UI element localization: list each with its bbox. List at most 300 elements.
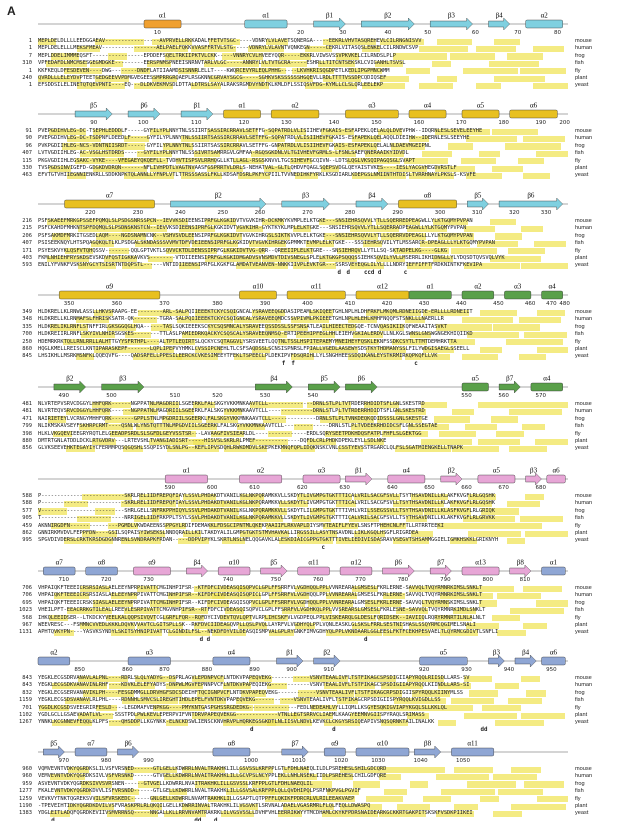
structure-label: α12 — [350, 558, 362, 567]
sequence-row — [0, 324, 617, 331]
sequence-row — [0, 82, 617, 89]
structure-label: α11 — [311, 282, 322, 291]
residue-number: 250 — [22, 338, 32, 345]
sequence-text: YGGDLKCGSDSVEEGRIRFESLD----LEGDMAFVENPKGG----PMYKNTGASPGHSSRGDEDKG---------------FEDLNEDEAHLVYLLIQMLLKSGYESQKIGVIAPYKGQLSLLKKLQL — [38, 704, 448, 711]
strand-β3 — [282, 198, 330, 210]
sequence-row — [0, 218, 617, 225]
strand-β3 — [102, 381, 144, 393]
sequence-row — [0, 346, 617, 353]
residue-number: 706 — [22, 592, 32, 599]
sequence-text: NLVRTEPVSRVCDGGYLHHFQRK------NGPPATNLMAGDRIILSGEERKLFALSKGYVKKMNKAAVTCLL--------------DRNLSTLPLTVTRDERRHDIDTSFLGNLSKESTRD — [38, 401, 425, 407]
structure-label: α4 — [423, 101, 432, 110]
species-label: fly — [575, 795, 581, 802]
species-label: fly — [575, 67, 581, 74]
secondary-structure-track — [0, 373, 617, 395]
sequence-row — [0, 629, 617, 636]
secondary-structure-svg — [0, 738, 617, 760]
sequence-text: QVRDLLLELEYDVPTEETGEDGEEVVPDMGVEGEESSMPRRGRQAEPLRSGKNNCGRVAYSGCG-----SGHKVSKSSSSSSHGQEVLLRDLTTTTVSSDPCQDIQSEF — [38, 75, 387, 81]
sequence-row — [0, 60, 617, 67]
sequence-row — [0, 38, 617, 45]
structure-label: β6 — [140, 101, 148, 110]
ruler-tick: 1020 — [334, 758, 349, 764]
position-ruler — [0, 30, 617, 37]
sequence-text: YEGKLECGSDSVANAVLRLPHL----RDNNHLSMVCSLIREGHTIHDLEPELFVNTDKVPAPEQVEKG------------VSNVTEAALIVFLTSTFIKAGCRPSDIGIISPYRQQLKVIGDLLSS — [38, 697, 441, 704]
sequence-row — [0, 697, 617, 704]
position-ruler — [0, 485, 617, 492]
residue-annotations — [38, 361, 568, 368]
ruler-tick: 860 — [122, 667, 133, 673]
species-label: plant — [575, 803, 588, 809]
strand-β6 — [118, 746, 139, 758]
residue-number: 845 — [22, 353, 32, 360]
structure-label: α11 — [308, 558, 319, 567]
species-label: frog — [575, 142, 585, 149]
helix-α2 — [462, 291, 494, 299]
structure-label: β3 — [302, 191, 310, 200]
helix-α1 — [224, 110, 261, 118]
sequence-text: EFVTGTVHIIEGNNIENKRLLSDDKNPKTQLANNLLYFNPLVTLTTRSSSASSLFKLLKDSAFDSRLPKFYCPIILTVVNEDIHKFYRKLKSGDIARLKDEPGSLNMIINTHTDISLTVRRHNAYLPKSLS-KSVFE — [38, 172, 476, 179]
sequence-row — [0, 788, 617, 795]
sequence-row — [0, 773, 617, 780]
residue-number: 1259 — [19, 795, 32, 802]
structure-label: α3 — [145, 648, 153, 657]
sequence-text: LVTVGDIIHLEG-AC-VSGLHSTDRDS------GYFILYPLNNYTNLSSSIVRTSAMRRGVLGMFAA-RGQSGKDNLVLTGIVHEVFGRMLS-LFSNLSAEFQNERAAIKYIDVDL — [38, 150, 409, 157]
ruler-tick: 480 — [559, 301, 570, 307]
structure-label: α1 — [262, 11, 270, 20]
secondary-structure-track — [0, 557, 617, 579]
structure-label: β7 — [506, 374, 514, 383]
species-label: human — [575, 500, 593, 507]
helix-α1 — [409, 291, 451, 299]
structure-label: β2 — [447, 466, 455, 475]
sequence-text: KKFKEQLDFESDEVEN----DWG--------DNDFLATIIAAMDSISNNRLELLT----KWQRCEVYRLEQLPHHG-----LKVHKRISQGDPETLKEDLIPGPMNCWMM — [38, 67, 390, 74]
structure-label: α3 — [368, 101, 376, 110]
sequence-text: AKNNIRGDFN---------------PGMDLVKWDAEENSSPPGYLRDIFDEMAKKLFDSGCIPNTMLQKEKPAAIIFLRKVAPLDIYSMVTEAIFLFYEVLSNSFTPHEHCNLFFTLLRTRRTEEKI — [38, 522, 444, 529]
residue-number: 588 — [22, 500, 32, 507]
position-ruler — [0, 120, 617, 127]
helix-α6 — [510, 110, 558, 118]
residue-number: 330 — [22, 165, 32, 171]
species-label: fish — [575, 515, 584, 522]
residue-number: 695 — [22, 599, 32, 606]
ruler-tick: 60 — [471, 30, 479, 36]
sequence-row — [0, 408, 617, 415]
sequence-row — [0, 165, 617, 172]
sequence-text: PVEPGDIHVLEG-DC-TSEPHLEDDDLF-----GYFILYPLNNYTNLSSIIRTSASSIRCRRAVLSETFFG-SQPATRDLVLISIIHEVFGKAIS-ESFAPEKLQELALQLDVEVPHW--IDQRNLESLSEVELEEYHE — [38, 128, 483, 134]
species-label: fly — [575, 704, 581, 711]
sequence-row — [0, 158, 617, 165]
structure-label: α6 — [552, 466, 560, 475]
helix-α2 — [239, 475, 281, 483]
sequence-row — [0, 68, 617, 75]
residue-number: 1 — [28, 82, 32, 89]
species-label: human — [575, 773, 593, 780]
ruler-tick: 590 — [164, 485, 175, 491]
sequence-row — [0, 316, 617, 323]
sequence-text: VHEILPFT-EEACRRKGTILEALLREEVLESRPIVATTCMGVNHPIFSR--RTFDFCIVDEASQISQPVCLGPLFFSRRFVLVGDHKQLPPLVVSREARSLGMSESLFKRLESNE-SAVVQLTVQYRMNRKIMDLSNKLT — [38, 607, 486, 614]
sequence-text: VEMVEVNTVDKYQGRDKSIVLVSFVRSNKD------GTVGELLKDWRRLNVAITRAKHKLILLGCVPSLNCYPPLEKLLNHLNSEKLIIDLPSREHESLCHILGDFQRE — [38, 773, 387, 780]
sequence-row — [0, 600, 617, 607]
strand-β8 — [414, 746, 441, 758]
residue-number: 96 — [25, 142, 32, 149]
annotation-mark: c — [414, 360, 418, 367]
helix-α1 — [144, 20, 181, 28]
residue-number: 407 — [22, 150, 32, 157]
residue-number: 206 — [22, 232, 32, 239]
sequence-row — [0, 353, 617, 360]
strand-β4 — [186, 565, 207, 577]
residue-number: 1277 — [19, 788, 32, 795]
sequence-row — [0, 523, 617, 530]
secondary-structure-track — [0, 647, 617, 669]
sequence-text: GLVKSEEVEHKTEGAYIYCFERMMPQSQGQSHLSSQPISYDLSNLPG--KEFLIPVSDQHLRWKDMDVLSKEPKEKMNQFQPLIDQKNSKCVNLCSSTYEVSSTRGARCLQLFSLSGATMIENGKELLTNAPK — [38, 445, 463, 452]
sequence-row — [0, 309, 617, 316]
sequence-row — [0, 401, 617, 408]
structure-label: β4 — [368, 191, 376, 200]
structure-label: β8 — [424, 739, 432, 748]
sequence-text: YGDLGCLLGSAEVADATLVL----SSSTPDLPWLKEVLEPERPVIFVNTDRVPAPEQVEKGG-------------VTNLLEGTSRRVCLIAEMLKAAGYEEMNVGIISPYRAQLSRIMASS — [38, 712, 425, 718]
sequence-row — [0, 445, 617, 452]
helix-α1 — [542, 567, 566, 575]
species-label: plant — [575, 255, 588, 261]
sequence-row — [0, 423, 617, 430]
sequence-row — [0, 225, 617, 232]
ruler-tick: 120 — [238, 120, 250, 126]
structure-label: β4 — [270, 374, 278, 383]
strand-β4 — [515, 655, 536, 667]
sequence-text: PSFSAKMDFMRKITGSEDLAQM----NGDSNAMNCNK--VSHVSVDLEENSIPRFGLKGKIDVTVGVKIHRGSLSIKTKVVPLELKTGKE---SNSIEHRSQVVLYTLLSQERRVDPEAGLLLYLKTGQMYPVPAN — [38, 232, 473, 239]
structure-label: α10 — [252, 282, 264, 291]
ruler-tick: 630 — [339, 485, 350, 491]
species-label: human — [575, 225, 593, 232]
helix-α1 — [165, 475, 207, 483]
secondary-structure-track — [0, 465, 617, 487]
helix-α11 — [451, 748, 493, 756]
ruler-tick: 170 — [456, 120, 467, 126]
helix-α3 — [345, 110, 398, 118]
strand-β4 — [255, 381, 292, 393]
species-label: frog — [575, 689, 585, 696]
ruler-tick: 570 — [535, 393, 546, 399]
sequence-text: EFSDDSILELINETQTQEVPNTI----EQ---DLDKVEKMVSDLDTTALDTRSLSAYALRAKSRGMDVYNDTKLKMLDFLSSIQSVFDG-KYMLLCLSLQRLEELEKP — [38, 82, 384, 89]
sequence-row — [0, 416, 617, 423]
species-label: plant — [575, 165, 588, 171]
structure-label: α2 — [474, 282, 482, 291]
species-label: frog — [575, 323, 585, 330]
species-label: human — [575, 135, 593, 142]
strand-β6 — [383, 565, 415, 577]
structure-label: α12 — [377, 282, 388, 291]
residue-number: 349 — [22, 309, 32, 315]
sequence-row — [0, 781, 617, 788]
helix-α10 — [239, 291, 276, 299]
ruler-tick: 610 — [249, 485, 260, 491]
sequence-row — [0, 607, 617, 614]
sequence-text: SPGVDIVDERSLCRKTKRSDGDGNNRENLSVNDRAPKFRDAN-----DDPVIPYKLSKRTLNSLNELQQGAVKLALESKDIAICGPPGTGKTTTIVELIEDIVISDASRAVVSEGVTSHSAMMGGIELIGMKHSKKLGRIKNYH — [38, 537, 499, 544]
species-label: fish — [575, 423, 584, 430]
ruler-tick: 200 — [559, 120, 570, 126]
ruler-tick: 1010 — [291, 758, 306, 764]
ruler-tick: 430 — [418, 301, 430, 307]
sequence-row — [0, 530, 617, 537]
annotation-mark: d — [337, 269, 341, 276]
ruler-tick: 900 — [286, 667, 297, 673]
residue-number: 701 — [22, 704, 32, 711]
sequence-text: PKGVGDIIHLEGSAKC-VYKE----VFEGAEYQKQEFLL-TVDHVTISPSVLRRHQGLLKTLLAGL-RSGSKNVVLTGCSIHEVFGCQIVN--LDTSLQGLVKSQIPAGQSGLSVAPT — [38, 157, 416, 164]
ruler-tick: 370 — [159, 301, 170, 307]
sequence-row — [0, 810, 617, 817]
annotation-mark: f — [281, 360, 286, 367]
position-ruler — [0, 667, 617, 674]
structure-label: β5 — [320, 374, 328, 383]
species-label: fish — [575, 607, 584, 614]
sequence-text: MEPLDELDLLLLEEDGGAEAV-----------------AVPRVELLRKKADALFFETVTSGC-----VDNRYLVLAVETSQNERGA-----EEKRLVHVTASQREHEVLCILRNGNISVV — [38, 38, 422, 44]
secondary-structure-svg — [0, 100, 617, 122]
sequence-row — [0, 339, 617, 346]
residue-number: 1131 — [19, 629, 32, 636]
helix-α10 — [218, 567, 250, 575]
residue-number: 843 — [22, 675, 32, 681]
sequence-text: PVKPGDIIHLEG-NCS-VDNTNIISRDT------GYFILYPLNNYTNLSSIIRTSASSIRCRRAVLSETFFG-GNPATRDLVLISIIHEVFGKAIS-ESFAPEKLQELALNLDAEVMGEIPNL — [38, 142, 432, 149]
ruler-tick: 520 — [212, 393, 223, 399]
ruler-tick: 470 — [546, 301, 557, 307]
sequence-row — [0, 248, 617, 255]
sequence-text: P--------------------------SKRLRELIIDFREPQFIAYLSSVLPHDAKDTVANILKGLNKPQRAMKKVLLSKDYTLIVGMPGTGKTTTICALVRILSACGFSVLLTSYTHSAVDNILLKLAKFKVGFLRLGQSHK — [38, 493, 495, 499]
species-label: human — [575, 45, 593, 52]
residue-number: 215 — [22, 225, 32, 232]
sequence-text: PSFCKAHDFMHKNTSPFDQMQLSLPSDNSKNSTCN--IEVVKSDIEENSIPRFGLKGKIDVTVGVKIHR-GYKTKYKLMPLELKTGKE---SNSIEHRSQVVLYTLLSQERRADPEAGWLLYLKTGQMYPVPAN — [38, 225, 467, 232]
residue-number: 216 — [22, 218, 32, 224]
structure-label: β3 — [447, 11, 455, 20]
species-label: fly — [575, 247, 581, 254]
ruler-tick: 680 — [535, 485, 546, 491]
ruler-tick: 50 — [424, 30, 432, 36]
species-label: yeast — [575, 537, 589, 544]
secondary-structure-svg — [0, 281, 617, 303]
sequence-text: VPFEDAFDLNMCMSESGEGMDGKE---------EERSPNMSPNEEISNRNVTARLVLGC-----ANNRYLVLTVTGCRA-----ESHRLLTITCNTSEKSKLCVIGANHLTSVSL — [38, 60, 406, 67]
sequence-text: P--------------------------SKRLRELIIDFREPQFIAYLSSVLPHDAKDTVANILKGLNKPQRAMKKVLLSKDYTLIVGMPGTGKTTTICALVRILSACGFSVLLTSYTHSAVDNILLKLAKFKVGFLRLGQSHK — [38, 500, 495, 507]
helix-α7 — [43, 567, 75, 575]
species-label: human — [575, 682, 593, 689]
sequence-row — [0, 431, 617, 438]
sequence-row — [0, 592, 617, 599]
sequence-text: MEPLDELELLLMEKSFMEAV-----------------AELPAELFQKKVVASFFRTVLSTG-----VDNRYLVLAVNTVQNKEGN-----CEKRLVITASQSLENKELCILRNDWCSVP — [38, 45, 419, 52]
sequence-row — [0, 766, 617, 773]
ruler-tick: 360 — [111, 301, 122, 307]
helix-α6 — [547, 475, 566, 483]
sequence-text: PSISEEKNQYLHTSPQAGQKQLTLKLPSDGALSKNDASSSVVMVTDFVDEIEENSIPRFGLKGKIDVTVGVKIHRGEKGPMMKTEVMPLELKTGKE---SSSIEHRSQVILYTLMSSARCR-DPEAGLLLYLKTGQMYPVPAN — [38, 240, 495, 247]
residue-number: 799 — [22, 423, 32, 430]
sequence-text: IHKQLEEIDSER--LTKDCKYVEELKALQQPSIVQVTCGLGRFLFQR--RQFDYCIVDEVTQVLQPTVLRPLIHCSKFVLVGDPEQLPPLVISKEARQLGLDESLFQRIDSEK--IAVIIQLRQRYRMNRTILNLALNLT — [38, 614, 486, 621]
species-label: frog — [575, 52, 585, 59]
helix-α5 — [462, 110, 499, 118]
annotation-mark: d d — [199, 636, 211, 643]
sequence-row — [0, 53, 617, 60]
strand-β1 — [181, 108, 213, 120]
structure-label: α5 — [476, 101, 485, 110]
residue-number: 463 — [22, 172, 32, 179]
secondary-structure-svg — [0, 190, 617, 212]
residue-number: 1102 — [19, 712, 32, 718]
ruler-tick: 990 — [143, 758, 154, 764]
ruler-tick: 850 — [74, 667, 85, 673]
residue-number: 481 — [22, 401, 32, 407]
residue-number: 860 — [22, 346, 32, 352]
species-label: mouse — [575, 128, 592, 134]
structure-label: α4 — [548, 282, 556, 291]
sequence-row — [0, 255, 617, 262]
annotation-mark: ccd d — [363, 269, 382, 276]
residue-number: 1267 — [19, 719, 32, 726]
ruler-tick: 770 — [355, 577, 366, 583]
sequence-text: PSFSKAEEFMRKGPSSEFPQMQLSLPSDGSNRSSPCN--IEVVKSDIEENSIPRFGLKGKIDVTVGVKIHR-DCKMKYKVMPLELKTGKE---SNSIEHRSQVVLYTLLSQERREDPEAGWLLYLKTGQMYPVPAN — [38, 218, 473, 224]
position-ruler — [0, 301, 617, 308]
annotation-mark: d — [250, 726, 254, 733]
ruler-tick: 640 — [387, 485, 398, 491]
helix-α9 — [324, 748, 345, 756]
structure-label: β7 — [437, 558, 445, 567]
residue-number: 90 — [25, 135, 32, 142]
ruler-tick: 1000 — [244, 758, 258, 764]
sequence-text: ENILYFVNKFVSKSNYGCYTSISRTNTDQPSTL------VNTIDIIEENSIPRFGLKGKFGLAMDATVEANVEN-NNKKIIVPLEVKTGR---SSRSVEYEQGLILYLLLLNDRYIEFFIFFTFRDKNINTKFKEVIPA — [38, 262, 483, 269]
species-label: yeast — [575, 353, 589, 360]
sequence-text: HLKLVKGQEVIEEGRYRQTLELGEEADPSRDLSLSGFDLGEYVSSTSR---LAVAAGFIVSIEARLDL----------------ERDLSQRYSEETPDKHDQSFATPLFHFLSLGEKTGG — [38, 430, 422, 437]
residue-number: 1190 — [19, 803, 32, 809]
species-label: mouse — [575, 401, 592, 407]
sequence-text: VQMVEVNTVDKYQGRDKSLILVSFVRSNED------GTLGELLKDWRRLNVALTRAKHKLILLGSVSSLKRFPPLGTLFDHLNAEQLILDLPSREHESLSHILGDCQRD — [38, 766, 387, 772]
species-label: fish — [575, 150, 584, 157]
strand-β7 — [430, 565, 451, 577]
species-label: plant — [575, 346, 588, 352]
ruler-tick: 330 — [540, 210, 552, 216]
sequence-text: VEVKVYTNKTQGREKSVVILSFVRSKEDC------GNLGELLKDWRRLNVAMTRAKHKLILLGSAPTLQTPPFFLQKIKFPDRCRLVLRILEEAKVAEP — [38, 795, 355, 802]
helix-α13 — [462, 567, 499, 575]
helix-α4 — [531, 383, 563, 391]
residue-number: 995 — [22, 537, 32, 544]
species-label: yeast — [575, 810, 589, 817]
structure-label: β2 — [66, 374, 74, 383]
species-label: human — [575, 316, 593, 323]
structure-label: α8 — [98, 558, 106, 567]
sequence-text: GNNIRKMVDVLFEPPFDN----GSILSQPAISYIWSEKSLNNDQRAILLKILTAKDYALILGMPGTGKTSTMVHAVKALLIRGSSILLASYTNSAVDNLLIKLKGQLHSGFLRIGRDEA — [38, 530, 419, 536]
residue-number: 335 — [22, 323, 32, 330]
structure-label: α1 — [182, 466, 190, 475]
ruler-tick: 230 — [132, 210, 144, 216]
alignment-block — [0, 373, 617, 463]
structure-label: α3 — [514, 282, 522, 291]
strand-β2 — [171, 198, 266, 210]
ruler-tick: 440 — [456, 301, 467, 307]
secondary-structure-track — [0, 281, 617, 303]
species-label: plant — [575, 438, 588, 444]
species-label: mouse — [575, 493, 592, 499]
residue-number: 832 — [22, 689, 32, 696]
ruler-tick: 410 — [344, 301, 356, 307]
species-label: yeast — [575, 82, 589, 89]
sequence-text: TVSPGDSINVIGEFD-GDGKDVDRQN-------NFLIVHPDTLVAGTNVAASFGSPRRTVLDRLS-NEHATVAL-GLTLQHDVFQAGLSQEPSVDGLQEYAISTVKES----IESLYACGVHEGDVRSTLF — [38, 165, 457, 171]
ruler-tick: 810 — [519, 577, 531, 583]
strand-β3 — [430, 18, 472, 30]
structure-label: β7 — [291, 739, 299, 748]
sequence-row — [0, 690, 617, 697]
species-label: frog — [575, 780, 585, 787]
structure-label: α6 — [529, 101, 538, 110]
residue-number: 593 — [22, 262, 32, 269]
ruler-tick: 10 — [153, 30, 161, 36]
species-label: yeast — [575, 719, 589, 726]
ruler-tick: 450 — [493, 301, 504, 307]
ruler-tick: 310 — [471, 210, 483, 216]
strand-β6 — [345, 381, 377, 393]
ruler-tick: 130 — [281, 120, 292, 126]
sequence-row — [0, 585, 617, 592]
sequence-row — [0, 262, 617, 269]
structure-label: α2 — [50, 648, 58, 657]
species-label: fish — [575, 240, 584, 247]
residue-number: 967 — [22, 622, 32, 628]
helix-α2 — [271, 110, 319, 118]
secondary-structure-svg — [0, 465, 617, 487]
residue-number: 960 — [22, 766, 32, 772]
strand-β4 — [356, 198, 388, 210]
helix-α9 — [133, 567, 170, 575]
sequence-text: YEGKLECGSDKVANAVINLRHF----KDVKLELEFYADYS-DNPWLMGVFEPNNPVCFLNTDKVPAPEQIEKG------------VSNVTEAALIVFLTSTFIKAGCSPSDIGIIAPYRQQLKIINDLLARS-SI — [38, 682, 470, 689]
sequence-text: HLDKRELLKLRNMAFSLFHRISKSATR-QK--------TGRA-SALPQIIEEEKTCKYCSQIGNCALYSRAVEEQMDCSSVPIVMLPKIEEETGHLNPLHLEHLKMHFNQQFSTSNKLLLNAERLLR — [38, 316, 444, 323]
secondary-structure-track — [0, 738, 617, 760]
ruler-tick: 420 — [381, 301, 393, 307]
ruler-tick: 460 — [524, 301, 536, 307]
ruler-tick: 790 — [440, 577, 451, 583]
ruler-tick: 620 — [297, 485, 308, 491]
species-label: frog — [575, 232, 585, 239]
structure-label: β5 — [474, 191, 482, 200]
species-label: frog — [575, 507, 585, 514]
sequence-row — [0, 128, 617, 135]
ruler-tick: 30 — [339, 30, 347, 36]
helix-α3 — [128, 657, 170, 665]
alignment-block — [0, 100, 617, 190]
ruler-tick: 650 — [424, 485, 435, 491]
strand-β5 — [467, 198, 488, 210]
sequence-row — [0, 796, 617, 803]
position-ruler — [0, 393, 617, 400]
helix-α4 — [542, 291, 563, 299]
structure-label: α5 — [471, 374, 479, 383]
ruler-tick: 1050 — [456, 758, 470, 764]
annotation-mark: d — [51, 817, 55, 821]
helix-α2 — [38, 657, 70, 665]
strand-β3 — [526, 473, 542, 485]
residue-number: 310 — [22, 60, 32, 67]
ruler-tick: 600 — [206, 485, 218, 491]
sequence-text: YDGLEITLADQFQGRDKEVIIVSMVRRNSQ-----NNGALLKLLRRVNVAMTRAKRKLILVGSVSSLLDVHFVHLEERRIKWYYTMCDHAMLCKYKFPDRSNAIDEARKGCKKRTGAKPITSKSKFVSDKPIIKEI — [38, 810, 473, 817]
residue-number: 459 — [22, 522, 32, 529]
helix-α12 — [340, 567, 372, 575]
sequence-text: YEGKLECGSERVANAVIKLPH----FESGDMMGLLDRVHGFSDCSDEIHFTQCIGNPVCFLNTDKVPAPEQVEKG------------VSNVTEAALIVFLTSTFIKAGCRPSDIGIISPYRQQLKIINYMLSS — [38, 689, 463, 696]
sequence-row — [0, 438, 617, 445]
sequence-row — [0, 150, 617, 157]
sequence-text: T--------------------------NRRIGELIIDFRKPPLTSYLSSVLPHDAKDTVANILKGLNKPQRAMKKVLLSKDYTLIVGMPGTGKTTTICALVRILSACGFSVLLTSYTHSAVDNILLKLAKFKVGFLRLGRVKK — [38, 515, 495, 522]
strand-β6 — [128, 108, 160, 120]
helix-α5 — [478, 475, 515, 483]
residue-number: 862 — [22, 530, 32, 536]
annotation-mark: c — [403, 269, 408, 276]
sequence-text: HQGLKMELLREISCLKNTIPARASKEPF-------LQPLIPEPVYHMKLCVSSIPCNEHLTLCSFSAQDSSLSCNSISPNRSLFPIALLVGEDLAASEWYSDSTKYTHDMANYSSLFILYWDGISAEGLSSEELL — [38, 346, 470, 352]
species-label: fly — [575, 614, 581, 621]
sequence-row — [0, 803, 617, 810]
helix-α3 — [504, 291, 531, 299]
sequence-text: LHSIKHLLMSRKMSNFKLQQEQVFG----QADSRFELLPPESILEERCKCVKESIMEEYTFEKLTSPEECLPLDEKIPVFDSQRIHLLYLSNGHHEESSDQIKANLEYSTKRMIRKQPKQFLLVK — [38, 353, 438, 360]
